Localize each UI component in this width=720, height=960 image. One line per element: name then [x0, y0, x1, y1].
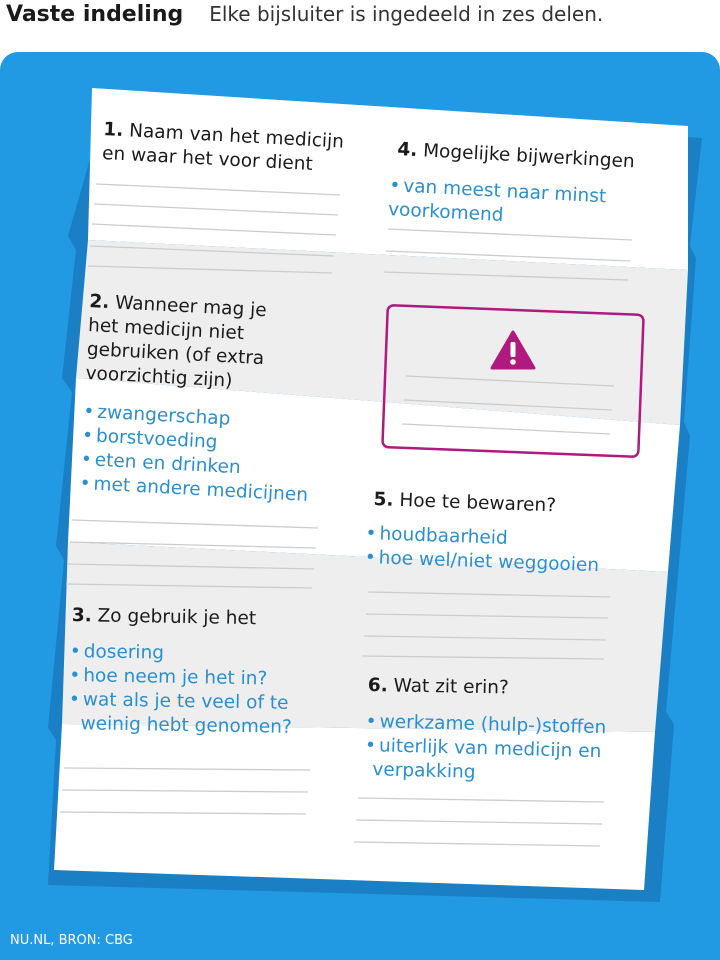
section-6-number: 6. [367, 674, 388, 697]
section-3-title: Zo gebruik je het [97, 605, 257, 630]
section-2-title-line-2: het medicijn niet [87, 314, 245, 345]
section-5-number: 5. [373, 488, 394, 511]
section-4-bullets: • van meest naar minst voorkomend [387, 174, 607, 226]
page-subtitle: Elke bijsluiter is ingedeeld in zes delen. [209, 2, 604, 26]
section-2-bullet-4: met andere medicijnen [92, 473, 309, 506]
section-2-number: 2. [88, 290, 110, 314]
section-6-heading [368, 674, 509, 700]
section-6-bullet-2: uiterlijk van medicijn en [378, 735, 602, 763]
section-6-bullet-1: werkzame (hulp-)stoffen [379, 711, 607, 739]
section-2-bullet-2: borstvoeding [95, 425, 218, 454]
section-6-bullet-2-continuation: verpakking [372, 759, 476, 783]
section-2-title-line-3: gebruiken (of extra [86, 338, 265, 370]
section-2-title-line-4: voorzichtig zijn) [85, 362, 233, 392]
page-title: Vaste indeling [6, 2, 184, 27]
section-4-bullet-1: van meest naar minst [402, 175, 607, 208]
section-2-heading [85, 290, 267, 395]
section-3-heading [72, 604, 257, 631]
section-5-bullets: • houdbaarheid • hoe wel/niet weggooien [364, 522, 600, 577]
section-3-bullets: • dosering • hoe neem je het in? • wat als je te veel of te weinig hebt genomen? [68, 640, 292, 738]
section-5-title: Hoe te bewaren? [399, 489, 557, 517]
section-1-title-line-2: en waar het voor dient [101, 142, 314, 175]
section-3-number: 3. [71, 604, 92, 627]
section-2-bullet-3: eten en drinken [94, 449, 242, 479]
section-6-bullets: • werkzame (hulp-)stoffen • uiterlijk van medicijn en verpakking [364, 710, 607, 783]
section-2-title-line-1: Wanneer mag je [114, 292, 268, 322]
section-3-bullet-3-continuation: weinig hebt genomen? [80, 713, 292, 738]
section-2-bullets: • zwangerschap • borstvoeding • eten en drinken • met andere medicijnen [79, 400, 309, 506]
section-4-bullet-1-continuation: voorkomend [387, 198, 504, 226]
section-4-number: 4. [396, 138, 418, 162]
section-4-title: Mogelijke bijwerkingen [422, 140, 636, 173]
section-5-bullet-2: hoe wel/niet weggooien [378, 547, 600, 577]
section-1-number: 1. [102, 118, 124, 142]
source-credit: NU.NL, BRON: CBG [10, 933, 133, 948]
section-1-title-line-1: Naam van het medicijn [128, 120, 345, 153]
section-5-bullet-1: houdbaarheid [379, 523, 509, 549]
section-3-bullet-1: dosering [83, 641, 165, 664]
section-6-title: Wat zit erin? [393, 675, 510, 699]
section-3-bullet-3: wat als je te veel of te [82, 689, 289, 714]
section-2-bullet-1: zwangerschap [96, 401, 231, 430]
section-3-bullet-2: hoe neem je het in? [83, 665, 268, 690]
